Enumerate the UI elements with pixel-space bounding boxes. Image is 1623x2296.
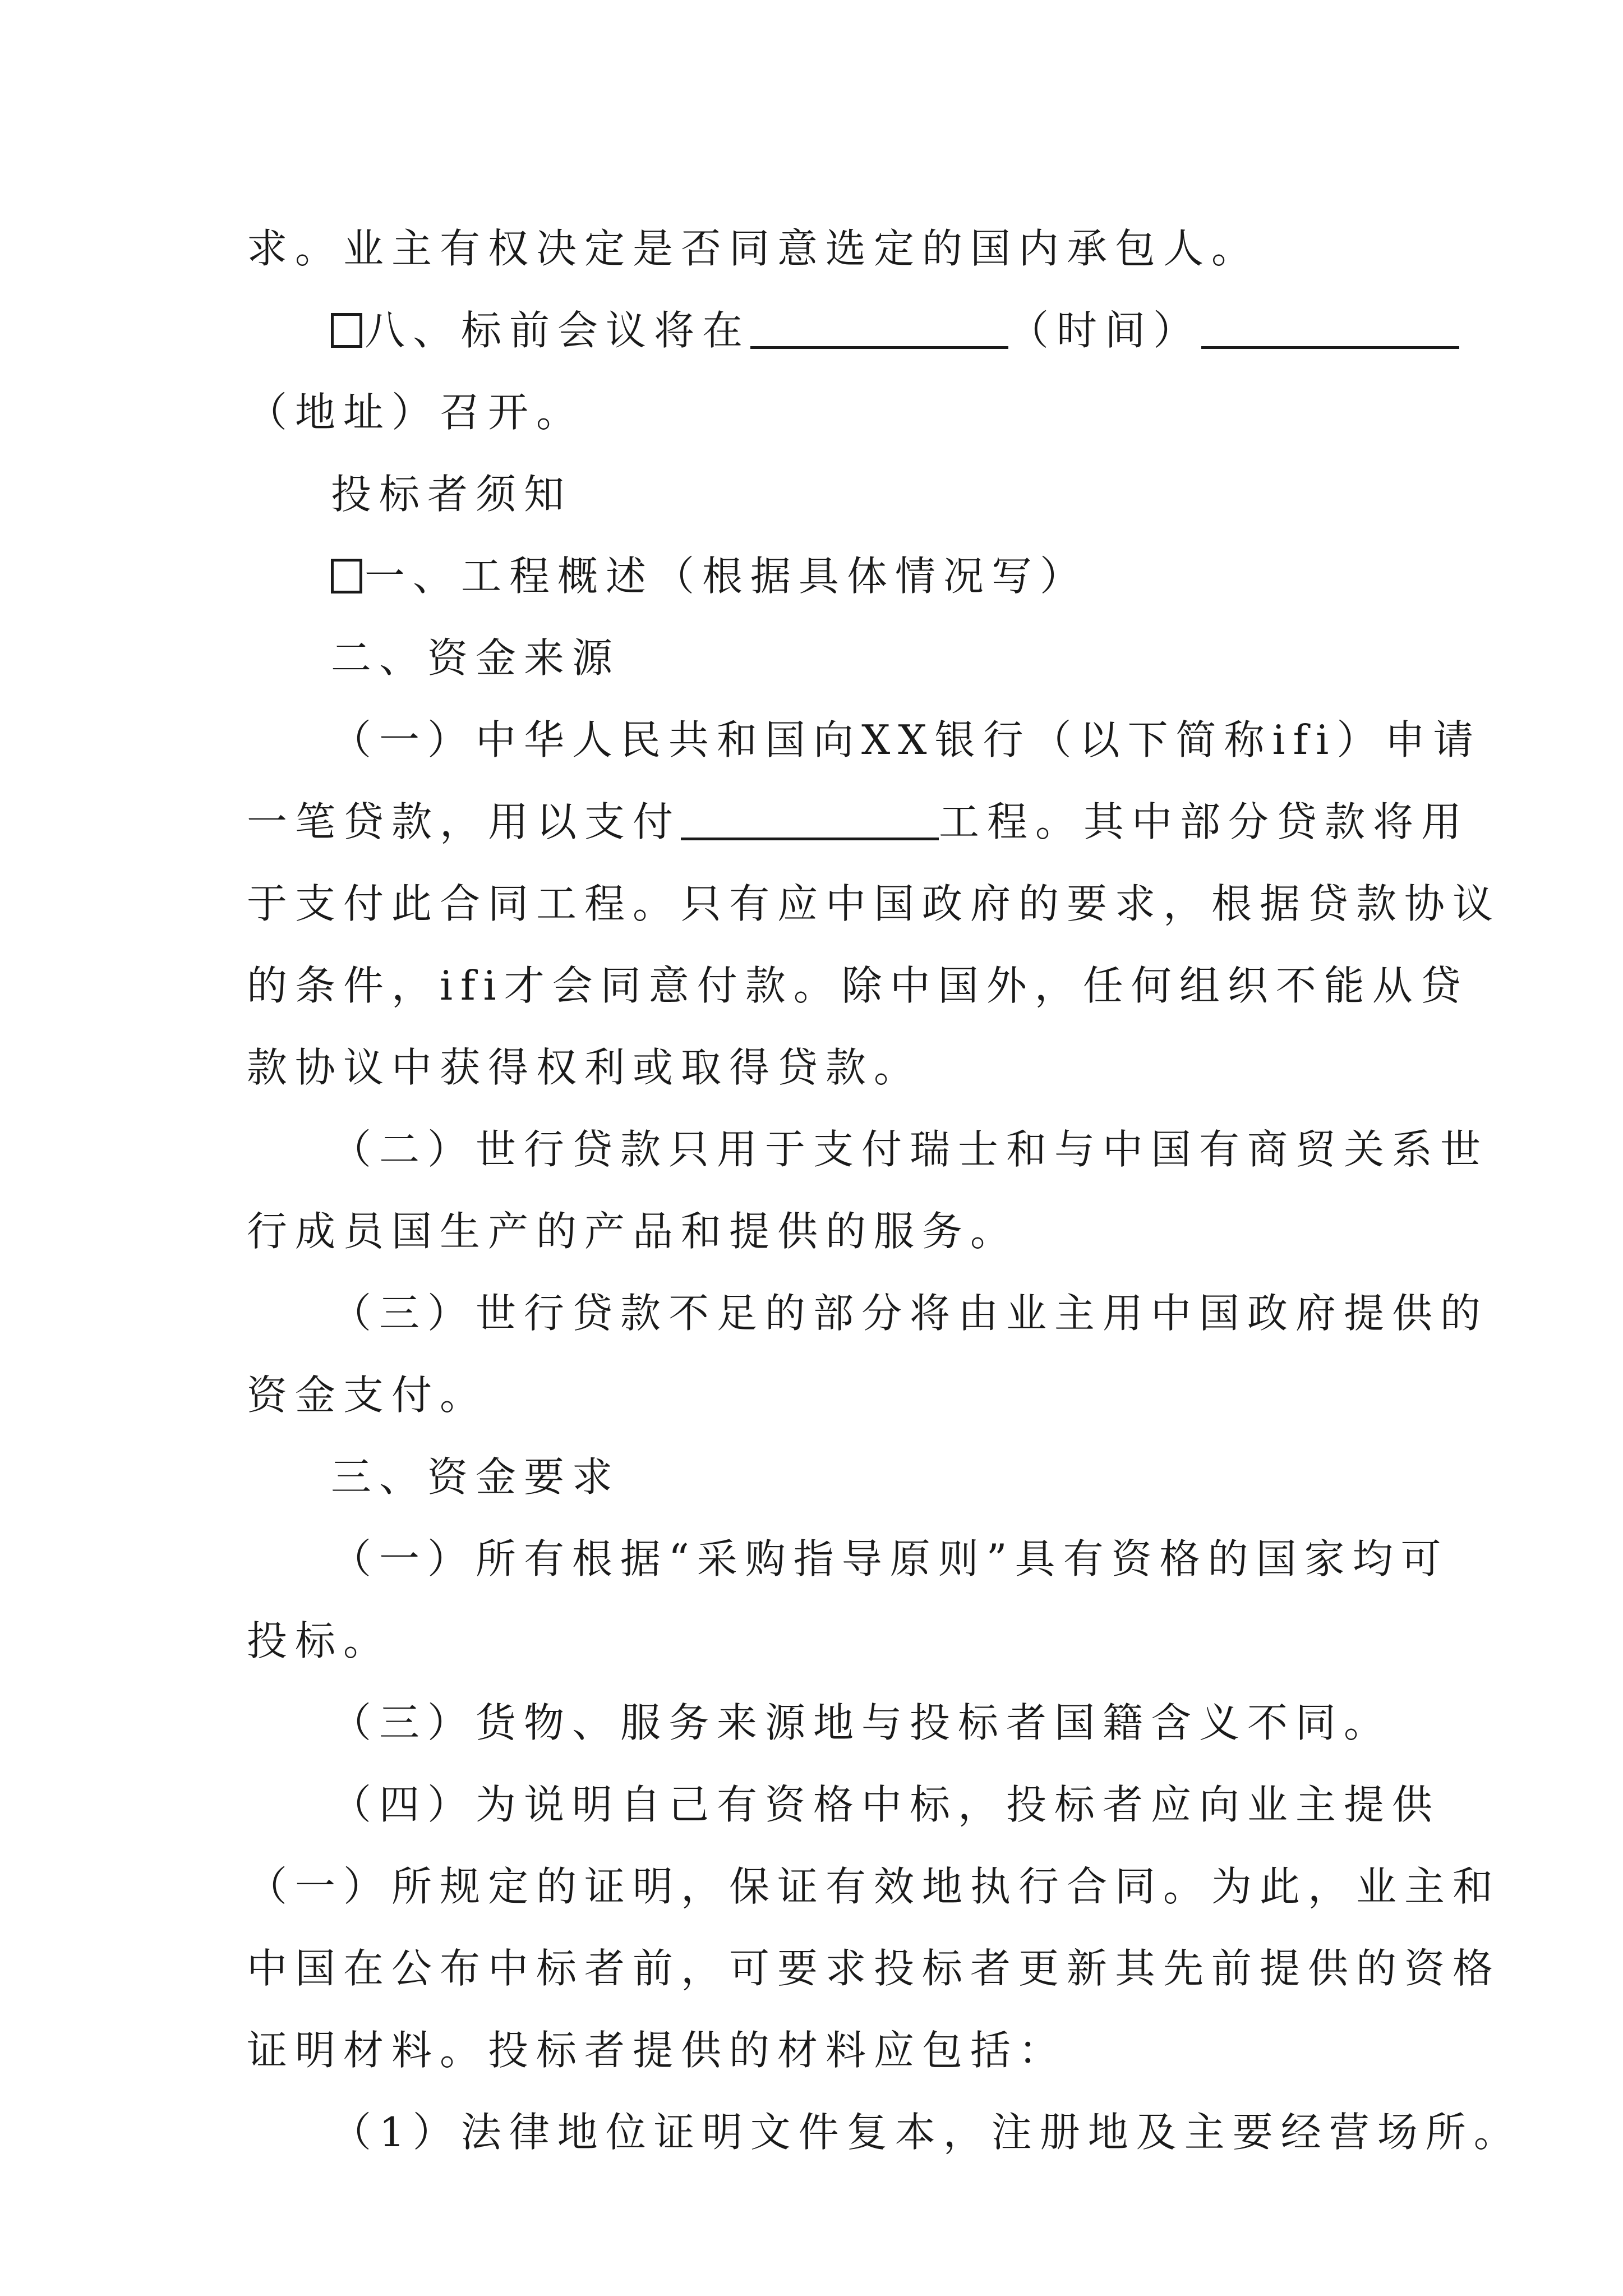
document-body bbox=[247, 208, 1522, 2173]
paragraph-line: 中国在公布中标者前，可要求投标者更新其先前提供的资格 bbox=[247, 1945, 1501, 1992]
paragraph-line: 于支付此合同工程。只有应中国政府的要求，根据贷款协议 bbox=[247, 880, 1501, 927]
paragraph-line: （一）所规定的证明，保证有效地执行合同。为此，业主和 bbox=[247, 1863, 1501, 1910]
paragraph-line: 八、标前会议将在 （时间） bbox=[247, 289, 1396, 371]
section-heading: 二、资金来源 bbox=[331, 634, 621, 682]
paragraph-line: （四）为说明自己有资格中标，投标者应向业主提供 bbox=[331, 1781, 1441, 1828]
time-blank-field[interactable] bbox=[750, 307, 1008, 349]
paragraph-line: （地址）召开。 bbox=[247, 389, 585, 436]
paragraph-line: （三）世行贷款不足的部分将由业主用中国政府提供的 bbox=[331, 1290, 1489, 1337]
paragraph-line: （1）法律地位证明文件复本，注册地及主要经营场所。 bbox=[331, 2109, 1522, 2156]
checkbox-icon[interactable] bbox=[331, 313, 362, 348]
paragraph-line: 资金支付。 bbox=[247, 1372, 488, 1419]
paragraph-line: 一笔贷款，用以支付 工程。其中部分贷款将用 bbox=[247, 798, 1470, 845]
project-blank-field[interactable] bbox=[681, 798, 939, 840]
paragraph-line: 行成员国生产的产品和提供的服务。 bbox=[247, 1208, 1019, 1255]
paragraph-line: 证明材料。投标者提供的材料应包括： bbox=[247, 2027, 1067, 2074]
paragraph-line: （一）所有根据“采购指导原则”具有资格的国家均可 bbox=[331, 1535, 1449, 1582]
paragraph-line: 款协议中获得权利或取得贷款。 bbox=[247, 1044, 923, 1091]
paragraph-line: 求。业主有权决定是否同意选定的国内承包人。 bbox=[247, 225, 1260, 272]
paragraph-line: 投标。 bbox=[247, 1617, 392, 1664]
section-heading: 三、资金要求 bbox=[331, 1453, 621, 1501]
paragraph-line: 一、工程概述（根据具体情况写） bbox=[247, 535, 1396, 617]
paragraph-line: （三）货物、服务来源地与投标者国籍含义不同。 bbox=[331, 1699, 1393, 1746]
paragraph-line: 的条件，ifi才会同意付款。除中国外，任何组织不能从贷 bbox=[247, 962, 1469, 1009]
section-heading: 投标者须知 bbox=[331, 471, 573, 518]
paragraph-line: （二）世行贷款只用于支付瑞士和与中国有商贸关系世 bbox=[331, 1126, 1489, 1173]
address-blank-field[interactable] bbox=[1201, 307, 1459, 349]
checkbox-icon[interactable] bbox=[331, 559, 362, 593]
paragraph-line: （一）中华人民共和国向XX银行（以下简称ifi）申请 bbox=[331, 716, 1482, 763]
